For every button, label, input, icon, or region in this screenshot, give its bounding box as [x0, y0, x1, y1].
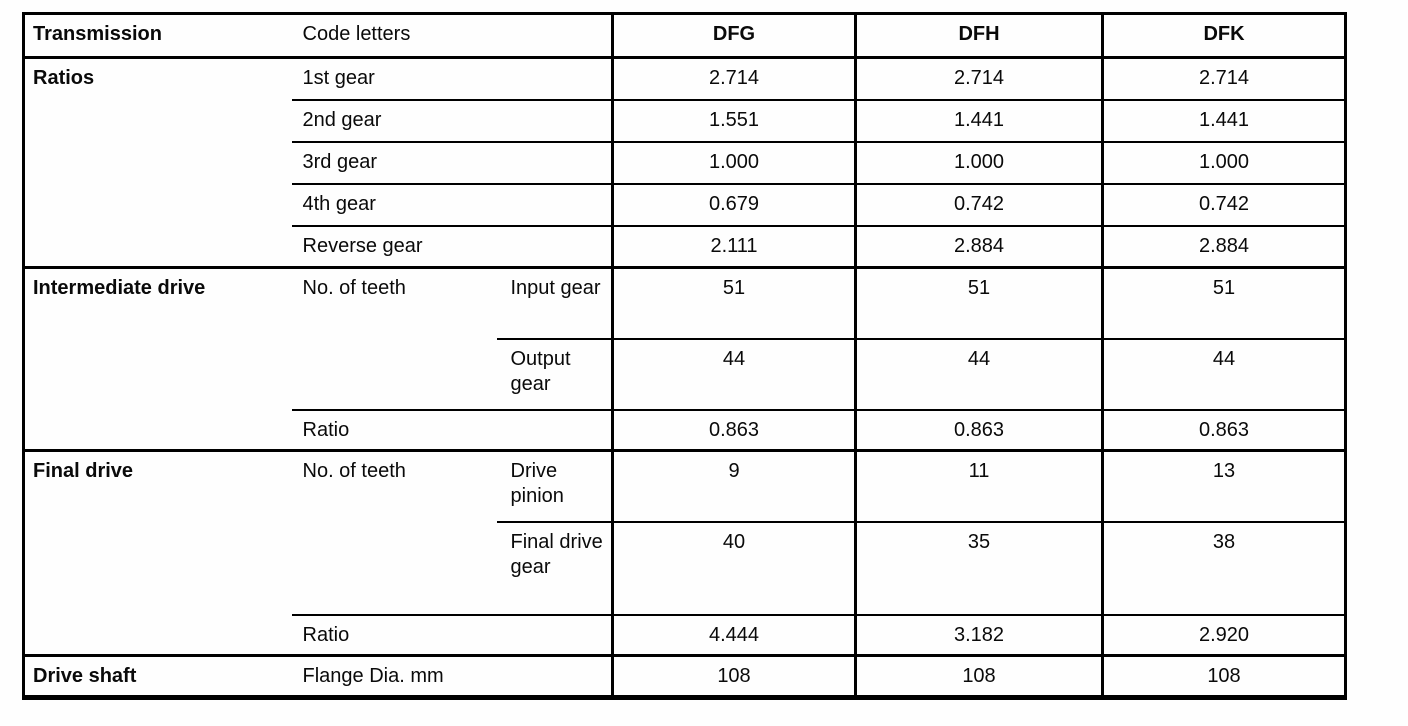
- header-dfk: DFK: [1103, 14, 1346, 58]
- value-cell: 2.111: [613, 226, 856, 268]
- value-cell: 51: [613, 268, 856, 339]
- value-cell: 0.742: [856, 184, 1103, 226]
- value-cell: 44: [1103, 339, 1346, 410]
- section-label-ratios: Ratios: [24, 58, 292, 268]
- value-cell: 9: [613, 451, 856, 522]
- label-no-of-teeth: No. of teeth: [292, 268, 497, 410]
- header-dfh: DFH: [856, 14, 1103, 58]
- row-label-final-ratio: Ratio: [292, 615, 613, 656]
- value-cell: 40: [613, 522, 856, 615]
- value-cell: 2.884: [856, 226, 1103, 268]
- row-label-drive-pinion: Drive pinion: [497, 451, 613, 522]
- value-cell: 1.441: [1103, 100, 1346, 142]
- value-cell: 2.884: [1103, 226, 1346, 268]
- value-cell: 108: [1103, 656, 1346, 698]
- header-transmission: Transmission: [24, 14, 292, 58]
- row-label-final-drive-gear: Final drive gear: [497, 522, 613, 615]
- value-cell: 44: [856, 339, 1103, 410]
- header-dfg: DFG: [613, 14, 856, 58]
- value-cell: 1.441: [856, 100, 1103, 142]
- header-code-letters: Code letters: [292, 14, 613, 58]
- section-label-drive-shaft: Drive shaft: [33, 665, 137, 687]
- value-cell: 4.444: [613, 615, 856, 656]
- value-cell: 2.714: [1103, 58, 1346, 100]
- value-cell: 51: [856, 268, 1103, 339]
- value-cell: 1.551: [613, 100, 856, 142]
- value-cell: 38: [1103, 522, 1346, 615]
- section-label-intermediate-drive: Intermediate drive: [24, 268, 292, 451]
- value-cell: 44: [613, 339, 856, 410]
- row-label-output-gear: Output gear: [497, 339, 613, 410]
- transmission-spec-table: [22, 12, 1347, 700]
- section-label-final-drive: Final drive: [24, 451, 292, 656]
- value-cell: 51: [1103, 268, 1346, 339]
- row-label-3rd-gear: 3rd gear: [292, 142, 613, 184]
- row-label-input-gear: Input gear: [497, 268, 613, 339]
- table-row: [24, 451, 1346, 522]
- value-cell: 1.000: [856, 142, 1103, 184]
- value-cell: 11: [856, 451, 1103, 522]
- label-no-of-teeth: No. of teeth: [292, 451, 497, 615]
- table-row: [24, 58, 1346, 100]
- row-label-intermediate-ratio: Ratio: [292, 410, 613, 451]
- value-cell: 0.863: [856, 410, 1103, 451]
- row-label-reverse-gear: Reverse gear: [292, 226, 613, 268]
- row-label-4th-gear: 4th gear: [292, 184, 613, 226]
- value-cell: 108: [613, 656, 856, 698]
- value-cell: 2.714: [613, 58, 856, 100]
- value-cell: 108: [856, 656, 1103, 698]
- table-row: [24, 268, 1346, 339]
- value-cell: 0.679: [613, 184, 856, 226]
- value-cell: 0.863: [613, 410, 856, 451]
- value-cell: 2.714: [856, 58, 1103, 100]
- table-header-row: [24, 14, 1346, 58]
- table-row: [24, 656, 1346, 698]
- value-cell: 0.742: [1103, 184, 1346, 226]
- row-label-1st-gear: 1st gear: [292, 58, 613, 100]
- value-cell: 1.000: [613, 142, 856, 184]
- row-label-2nd-gear: 2nd gear: [292, 100, 613, 142]
- value-cell: 3.182: [856, 615, 1103, 656]
- row-label-flange-dia: Flange Dia. mm: [302, 665, 444, 687]
- value-cell: 13: [1103, 451, 1346, 522]
- value-cell: 0.863: [1103, 410, 1346, 451]
- value-cell: 2.920: [1103, 615, 1346, 656]
- value-cell: 35: [856, 522, 1103, 615]
- value-cell: 1.000: [1103, 142, 1346, 184]
